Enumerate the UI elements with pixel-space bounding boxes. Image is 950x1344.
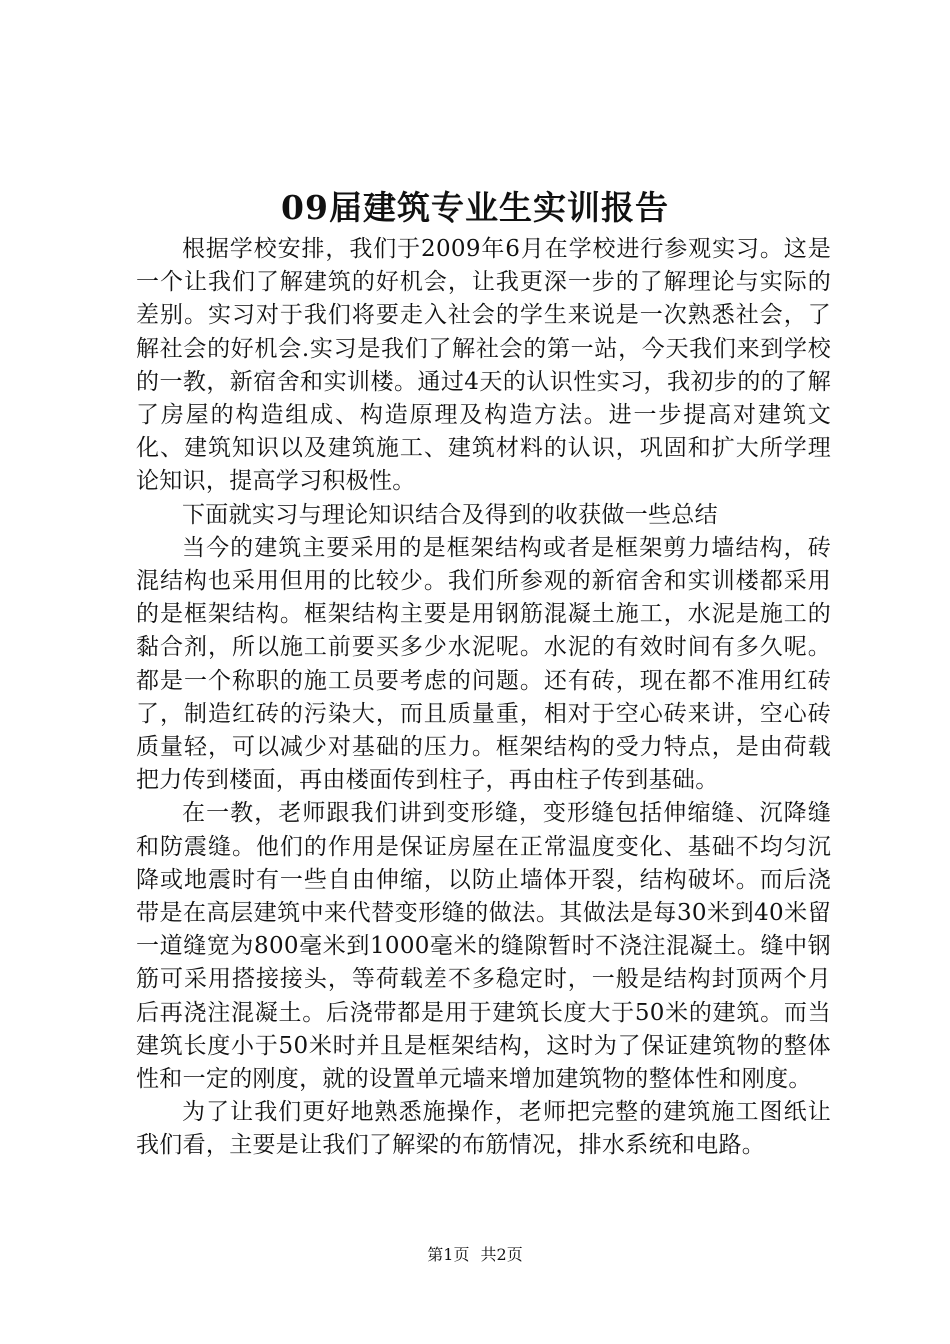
paragraph-construction-drawings: 为了让我们更好地熟悉施操作，老师把完整的建筑施工图纸让我们看，主要是让我们了解梁的布筋情况，排水系统和电路。 <box>136 1099 831 1159</box>
paragraph-frame-structure: 当今的建筑主要采用的是框架结构或者是框架剪力墙结构，砖混结构也采用但用的比较少。我们所参观的新宿舍和实训楼都采用的是框架结构。框架结构主要是用钢筋混凝土施工，水泥是施工的黏合剂，所以施工前要买多少水泥呢。水泥的有效时间有多久呢。都是一个称职的施工员要考虑的问题。还有砖，现在都不准用红砖了，制造红砖的污染大，而且质量重，相对于空心砖来讲，空心砖质量轻，可以减少对基础的压力。框架结构的受力特点，是由荷载把力传到楼面，再由楼面传到柱子，再由柱子传到基础。 <box>136 534 831 794</box>
page-footer <box>0 1244 950 1266</box>
paragraph-summary-lead: 下面就实习与理论知识结合及得到的收获做一些总结 <box>182 501 718 528</box>
page-number: 第1页 <box>427 1245 470 1264</box>
page-total: 共2页 <box>480 1245 523 1264</box>
paragraph-deformation-joints: 在一教，老师跟我们讲到变形缝，变形缝包括伸缩缝、沉降缝和防震缝。他们的作用是保证房屋在正常温度变化、基础不均匀沉降或地震时有一些自由伸缩，以防止墙体开裂，结构破坏。而后浇带是在高层建筑中来代替变形缝的做法。其做法是每30米到40米留一道缝宽为800毫米到1000毫米的缝隙暂时不浇注混凝土。缝中钢筋可采用搭接接头，等荷载差不多稳定时，一般是结构封顶两个月后再浇注混凝土。后浇带都是用于建筑长度大于50米的建筑。而当建筑长度小于50米时并且是框架结构，这时为了保证建筑物的整体性和一定的刚度，就的设置单元墙来增加建筑物的整体性和刚度。 <box>136 800 831 1093</box>
paragraph-intro: 根据学校安排，我们于2009年6月在学校进行参观实习。这是一个让我们了解建筑的好机会，让我更深一步的了解理论与实际的差别。实习对于我们将要走入社会的学生来说是一次熟悉社会，了解社会的好机会.实习是我们了解社会的第一站，今天我们来到学校的一教，新宿舍和实训楼。通过4天的认识性实习，我初步的的了解了房屋的构造组成、构造原理及构造方法。进一步提高对建筑文化、建筑知识以及建筑施工、建筑材料的认识，巩固和扩大所学理论知识，提高学习积极性。 <box>136 236 831 495</box>
document-body <box>136 233 831 1163</box>
document-title: 09届建筑专业生实训报告 <box>281 188 669 227</box>
